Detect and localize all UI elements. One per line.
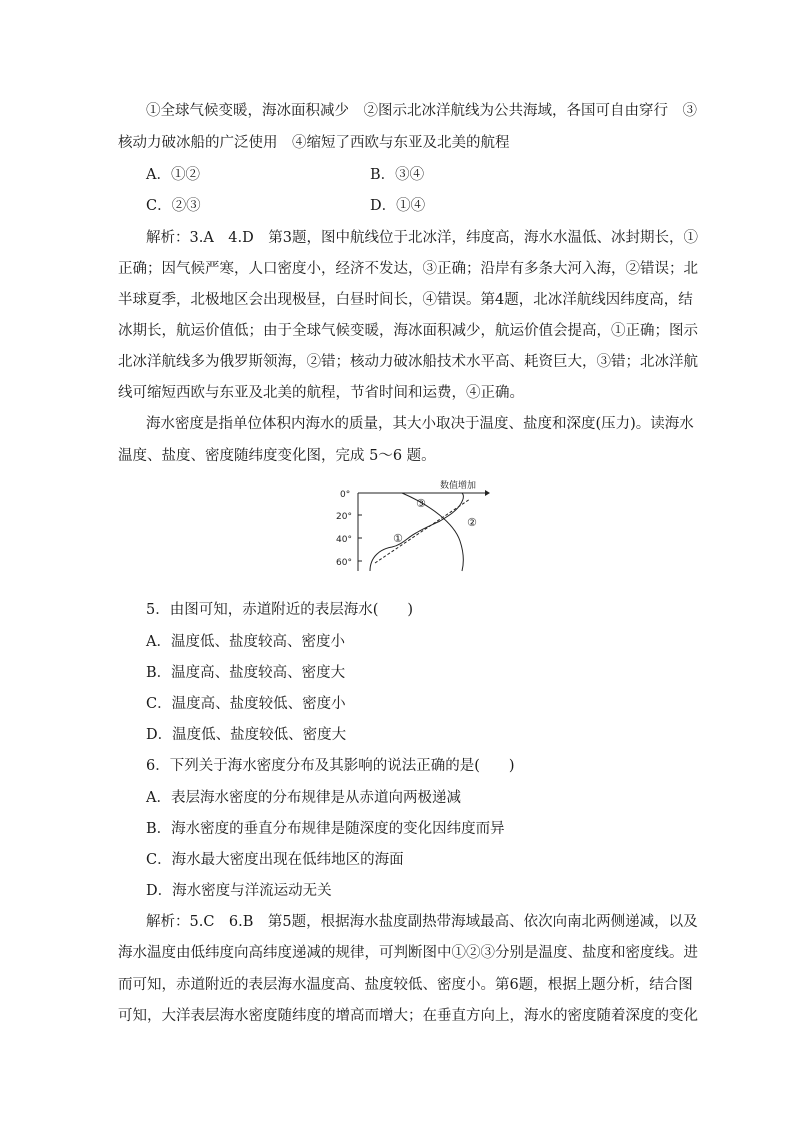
statement-line-1: ①全球气候变暖，海冰面积减少 ②图示北冰洋航线为公共海域，各国可自由穿行 ③ bbox=[146, 103, 697, 119]
intro-line-2: 温度、盐度、密度随纬度变化图，完成 5～6 题。 bbox=[118, 448, 436, 464]
option-c: C．②③ bbox=[146, 198, 201, 214]
tick-label-60: 60° bbox=[336, 558, 352, 568]
question-6-option-c: C．海水最大密度出现在低纬地区的海面 bbox=[146, 852, 404, 868]
analysis-line: 海水温度由低纬度向高纬度递减的规律，可判断图中①②③分别是温度、盐度和密度线。进 bbox=[118, 945, 698, 961]
analysis-line: 可知，大洋表层海水密度随纬度的增高而增大；在垂直方向上，海水的密度随着深度的变化 bbox=[118, 1008, 698, 1024]
statement-line-2: 核动力破冰船的广泛使用 ④缩短了西欧与东亚及北美的航程 bbox=[118, 135, 510, 151]
question-6-option-d: D．海水密度与洋流运动无关 bbox=[146, 883, 332, 899]
question-6-option-a: A．表层海水密度的分布规律是从赤道向两极递减 bbox=[146, 790, 461, 806]
question-5-option-b: B．温度高、盐度较高、密度大 bbox=[146, 665, 346, 681]
option-b: B．③④ bbox=[370, 167, 425, 183]
analysis-line: 北冰洋航线多为俄罗斯领海，②错；核动力破冰船技术水平高、耗资巨大，③错；北冰洋航 bbox=[118, 354, 698, 370]
question-5-option-d: D．温度低、盐度较低、密度大 bbox=[146, 727, 347, 743]
tick-label-20: 20° bbox=[336, 512, 352, 522]
x-axis-arrow bbox=[485, 490, 490, 496]
axis-label: 数值增加 bbox=[440, 481, 477, 491]
curve-label-3: ③ bbox=[416, 497, 426, 510]
question-5-option-a: A．温度低、盐度较高、密度小 bbox=[146, 634, 345, 650]
analysis-line: 半球夏季，北极地区会出现极昼，白昼时间长，④错误。第4题，北冰洋航线因纬度高，结 bbox=[118, 292, 693, 308]
temperature-salinity-density-figure bbox=[330, 475, 490, 580]
intro-line-1: 海水密度是指单位体积内海水的质量，其大小取决于温度、盐度和深度(压力)。读海水 bbox=[146, 416, 694, 432]
curve-salinity bbox=[402, 493, 463, 571]
analysis-line: 正确；因气候严寒，人口密度小，经济不发达，③正确；沿岸有多条大河入海，②错误；北 bbox=[118, 261, 698, 277]
curve-label-2: ② bbox=[467, 516, 477, 529]
tick-label-40: 40° bbox=[336, 535, 352, 545]
analysis-line: 解析：3.A 4.D 第3题，图中航线位于北冰洋，纬度高，海水水温低、冰封期长，① bbox=[146, 230, 698, 246]
option-a: A．①② bbox=[146, 167, 200, 183]
curve-label-1: ① bbox=[393, 532, 403, 545]
question-6-option-b: B．海水密度的垂直分布规律是随深度的变化因纬度而异 bbox=[146, 821, 505, 837]
option-d: D．①④ bbox=[370, 198, 426, 214]
question-5-option-c: C．温度高、盐度较低、密度小 bbox=[146, 696, 346, 712]
analysis-line: 解析：5.C 6.B 第5题，根据海水盐度副热带海域最高、依次向南北两侧递减，以及 bbox=[146, 914, 698, 930]
question-5-stem: 5．由图可知，赤道附近的表层海水( ) bbox=[146, 602, 414, 618]
tick-label-0: 0° bbox=[340, 490, 351, 500]
analysis-line: 而可知，赤道附近的表层海水温度高、盐度较低、密度小。第6题，根据上题分析，结合图 bbox=[118, 977, 693, 993]
question-6-stem: 6．下列关于海水密度分布及其影响的说法正确的是( ) bbox=[146, 758, 515, 774]
analysis-line: 线可缩短西欧与东亚及北美的航程，节省时间和运费，④正确。 bbox=[118, 385, 524, 401]
analysis-line: 冰期长，航运价值低；由于全球气候变暖，海冰面积减少，航运价值会提高，①正确；图示 bbox=[118, 323, 698, 339]
